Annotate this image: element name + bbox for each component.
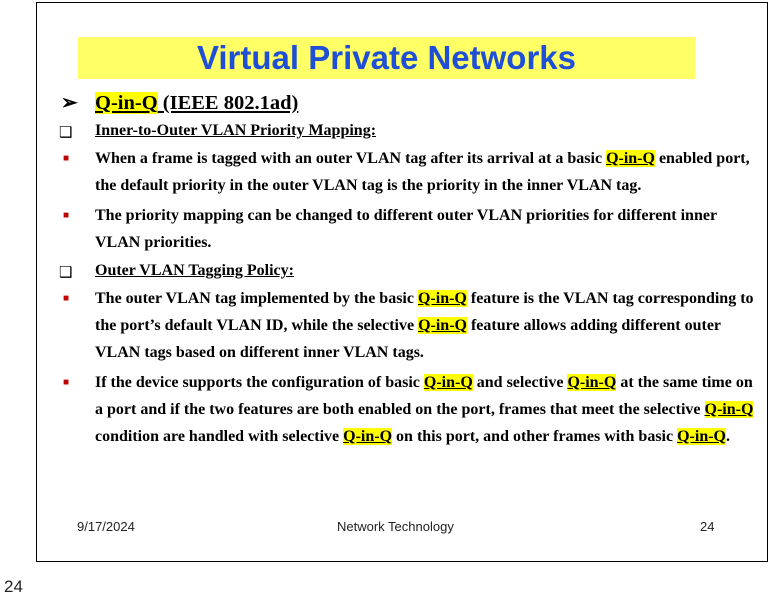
heading-qinq: Q-in-Q [95,92,158,114]
bullet-item [57,145,757,199]
section-label: Inner-to-Outer VLAN Priority Mapping: [95,122,377,139]
square-bullet-icon: ■ [63,153,70,164]
bullet-text: enabled port, the default priority in the outer VLAN tag is the priority in the inner VLAN tag. [95,150,750,194]
main-heading [57,89,757,117]
sections [57,119,757,450]
bullet-text: on this port, and other frames with basic [392,428,678,445]
qinq-highlight: Q-in-Q [418,317,467,334]
bullet-text: feature is the VLAN tag corresponding to the port’s default VLAN ID, while the selective [95,290,754,334]
qinq-highlight: Q-in-Q [677,428,726,445]
page-number: 24 [4,577,23,596]
footer-page-number: 24 [700,519,715,534]
qinq-highlight: Q-in-Q [343,428,393,445]
heading-rest: (IEEE 802.1ad) [157,92,299,114]
square-bullet-icon: ■ [63,293,70,304]
qinq-highlight: Q-in-Q [417,290,467,307]
slide-content [57,89,757,453]
bullet-item [57,369,757,450]
bullet-item [57,202,757,256]
slide-title: Virtual Private Networks [196,39,577,76]
qinq-highlight: Q-in-Q [567,374,617,391]
bullet-text: . [725,428,730,445]
section-heading [57,119,757,143]
square-bullet-icon: ■ [63,210,70,221]
slide [36,2,768,562]
qinq-highlight: Q-in-Q [704,401,754,418]
section-label: Outer VLAN Tagging Policy: [95,262,294,279]
bullet-item [57,285,757,366]
qinq-highlight: Q-in-Q [423,374,473,391]
checkbox-square-icon: ❑ [59,263,73,281]
bullet-text: If the device supports the configuration of basic [95,374,424,391]
bullet-text: When a frame is tagged with an outer VLAN tag after its arrival at a basic [95,150,607,167]
bullet-text: condition are handled with selective [95,428,344,445]
title-banner [78,37,695,79]
square-bullet-icon: ■ [63,377,70,388]
bullet-text: feature allows adding different outer VLAN tags based on different inner VLAN tags. [95,317,721,361]
bullet-text: The outer VLAN tag implemented by the basic [95,290,418,307]
section-heading [57,259,757,283]
arrowhead-icon: ➢ [61,92,78,114]
footer-date: 9/17/2024 [77,519,135,534]
checkbox-square-icon: ❑ [59,123,73,141]
bullet-text: at the same time on a port and if the two features are both enabled on the port, frames that meet the selective [95,374,753,418]
footer-title: Network Technology [337,519,454,534]
bullet-text: The priority mapping can be changed to different outer VLAN priorities for different inner VLAN priorities. [95,207,717,251]
qinq-highlight: Q-in-Q [606,150,655,167]
bullet-text: and selective [472,374,568,391]
